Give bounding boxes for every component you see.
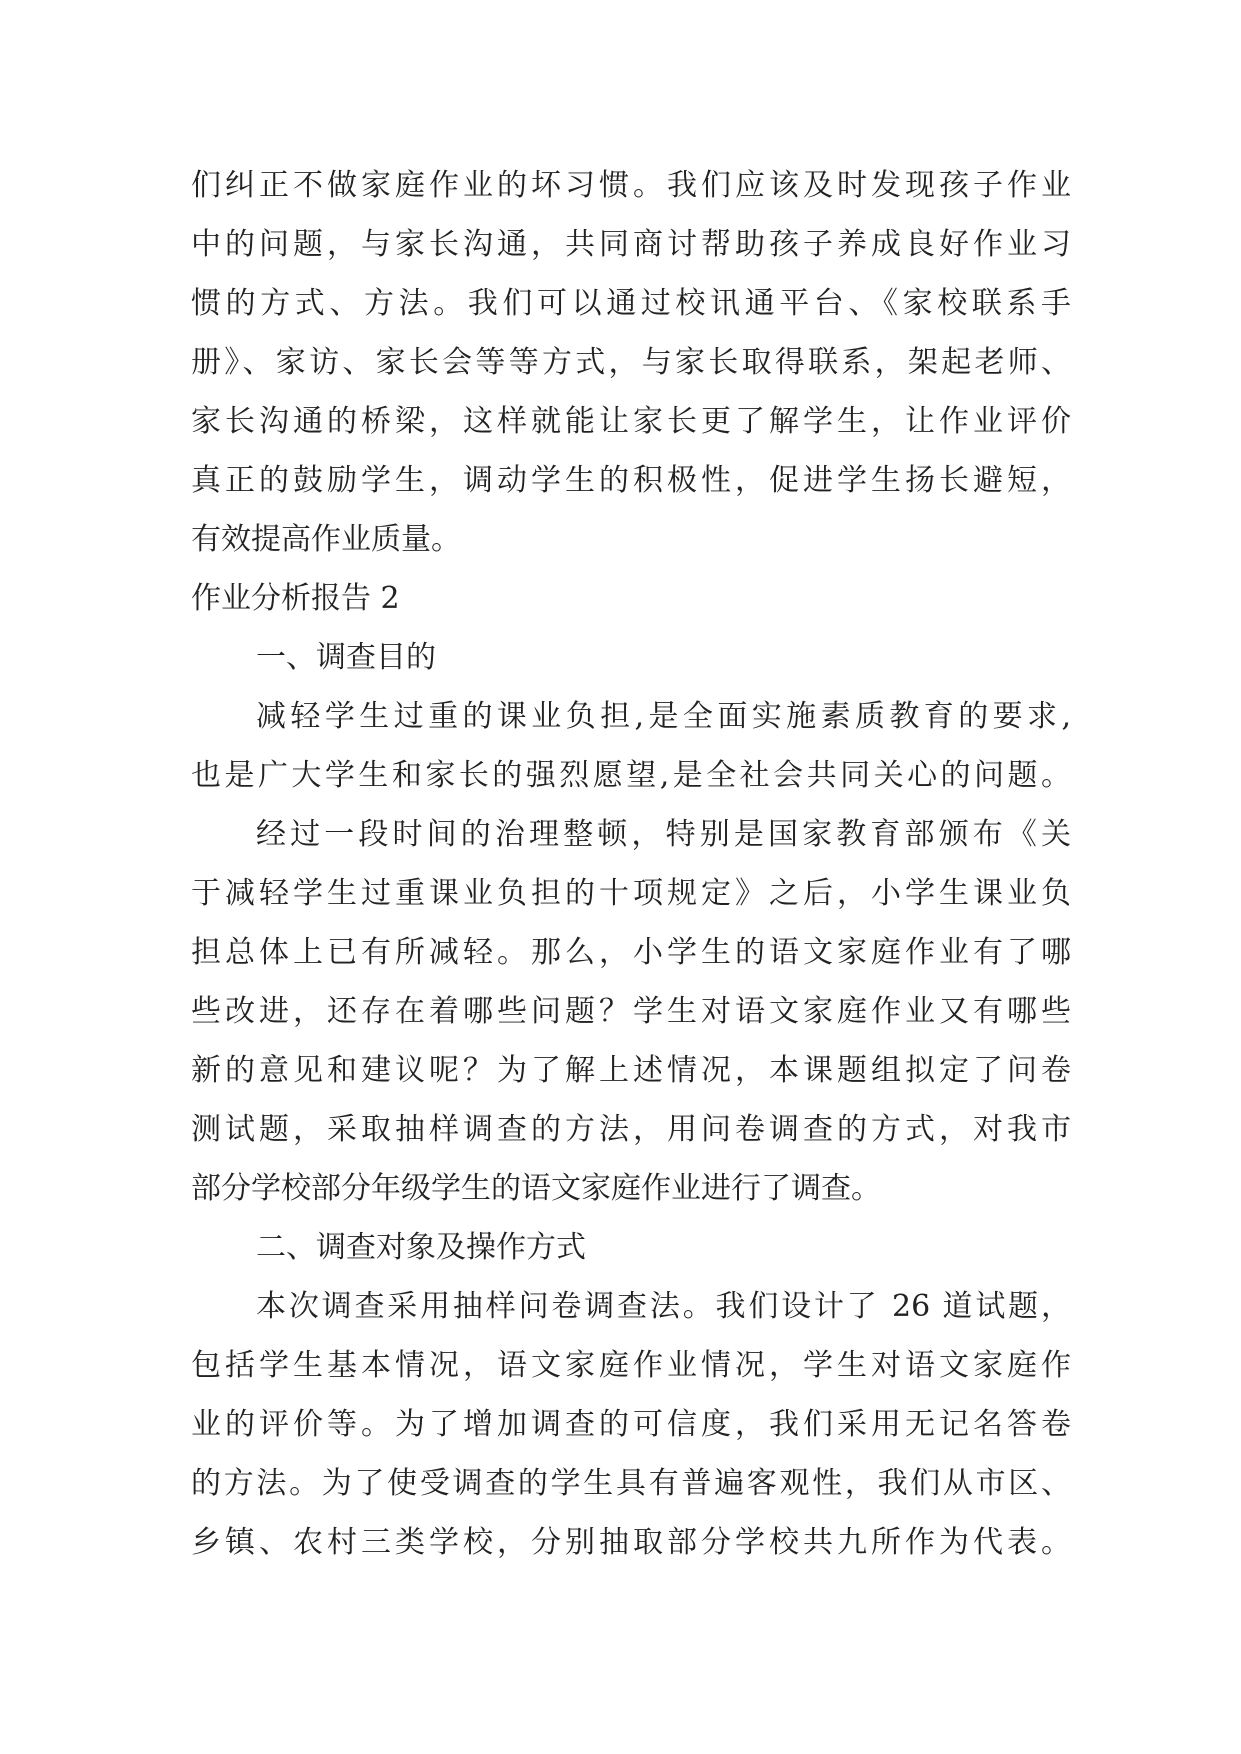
paragraph-line: 测试题，采取抽样调查的方法，用问卷调查的方式，对我市 — [191, 1112, 1071, 1147]
paragraph-line: 些改进，还存在着哪些问题？学生对语文家庭作业又有哪些 — [191, 994, 1071, 1029]
paragraph-line: 于减轻学生过重课业负担的十项规定》之后，小学生课业负 — [191, 876, 1071, 911]
paragraph-line: 包括学生基本情况，语文家庭作业情况，学生对语文家庭作 — [191, 1348, 1071, 1383]
paragraph-line: 经过一段时间的治理整顿，特别是国家教育部颁布《关 — [256, 817, 1071, 852]
subheading-purpose: 一、调查目的 — [256, 640, 436, 675]
paragraph-line: 真正的鼓励学生，调动学生的积极性，促进学生扬长避短， — [191, 463, 1071, 498]
section-title: 作业分析报告 2 — [191, 581, 400, 616]
paragraph-line: 的方法。为了使受调查的学生具有普遍客观性，我们从市区、 — [191, 1466, 1071, 1501]
paragraph-line: 担总体上已有所减轻。那么，小学生的语文家庭作业有了哪 — [191, 935, 1071, 970]
subheading-subjects: 二、调查对象及操作方式 — [256, 1230, 586, 1265]
paragraph-line: 乡镇、农村三类学校，分别抽取部分学校共九所作为代表。 — [191, 1525, 1071, 1560]
paragraph-line: 惯的方式、方法。我们可以通过校讯通平台、《家校联系手 — [191, 286, 1071, 321]
paragraph-line: 减轻学生过重的课业负担,是全面实施素质教育的要求, — [256, 699, 1071, 734]
paragraph-line: 新的意见和建议呢？为了解上述情况，本课题组拟定了问卷 — [191, 1053, 1071, 1088]
paragraph-line: 家长沟通的桥梁，这样就能让家长更了解学生，让作业评价 — [191, 404, 1071, 439]
paragraph-line: 有效提高作业质量。 — [191, 522, 461, 557]
paragraph-line: 业的评价等。为了增加调查的可信度，我们采用无记名答卷 — [191, 1407, 1071, 1442]
paragraph-line: 们纠正不做家庭作业的坏习惯。我们应该及时发现孩子作业 — [191, 168, 1071, 203]
paragraph-line: 也是广大学生和家长的强烈愿望,是全社会共同关心的问题。 — [191, 758, 1071, 793]
paragraph-line: 中的问题，与家长沟通，共同商讨帮助孩子养成良好作业习 — [191, 227, 1071, 262]
paragraph-line: 册》、家访、家长会等等方式，与家长取得联系，架起老师、 — [191, 345, 1071, 380]
paragraph-line: 部分学校部分年级学生的语文家庭作业进行了调查。 — [191, 1171, 881, 1206]
paragraph-line: 本次调查采用抽样问卷调查法。我们设计了 26 道试题， — [256, 1289, 1071, 1324]
